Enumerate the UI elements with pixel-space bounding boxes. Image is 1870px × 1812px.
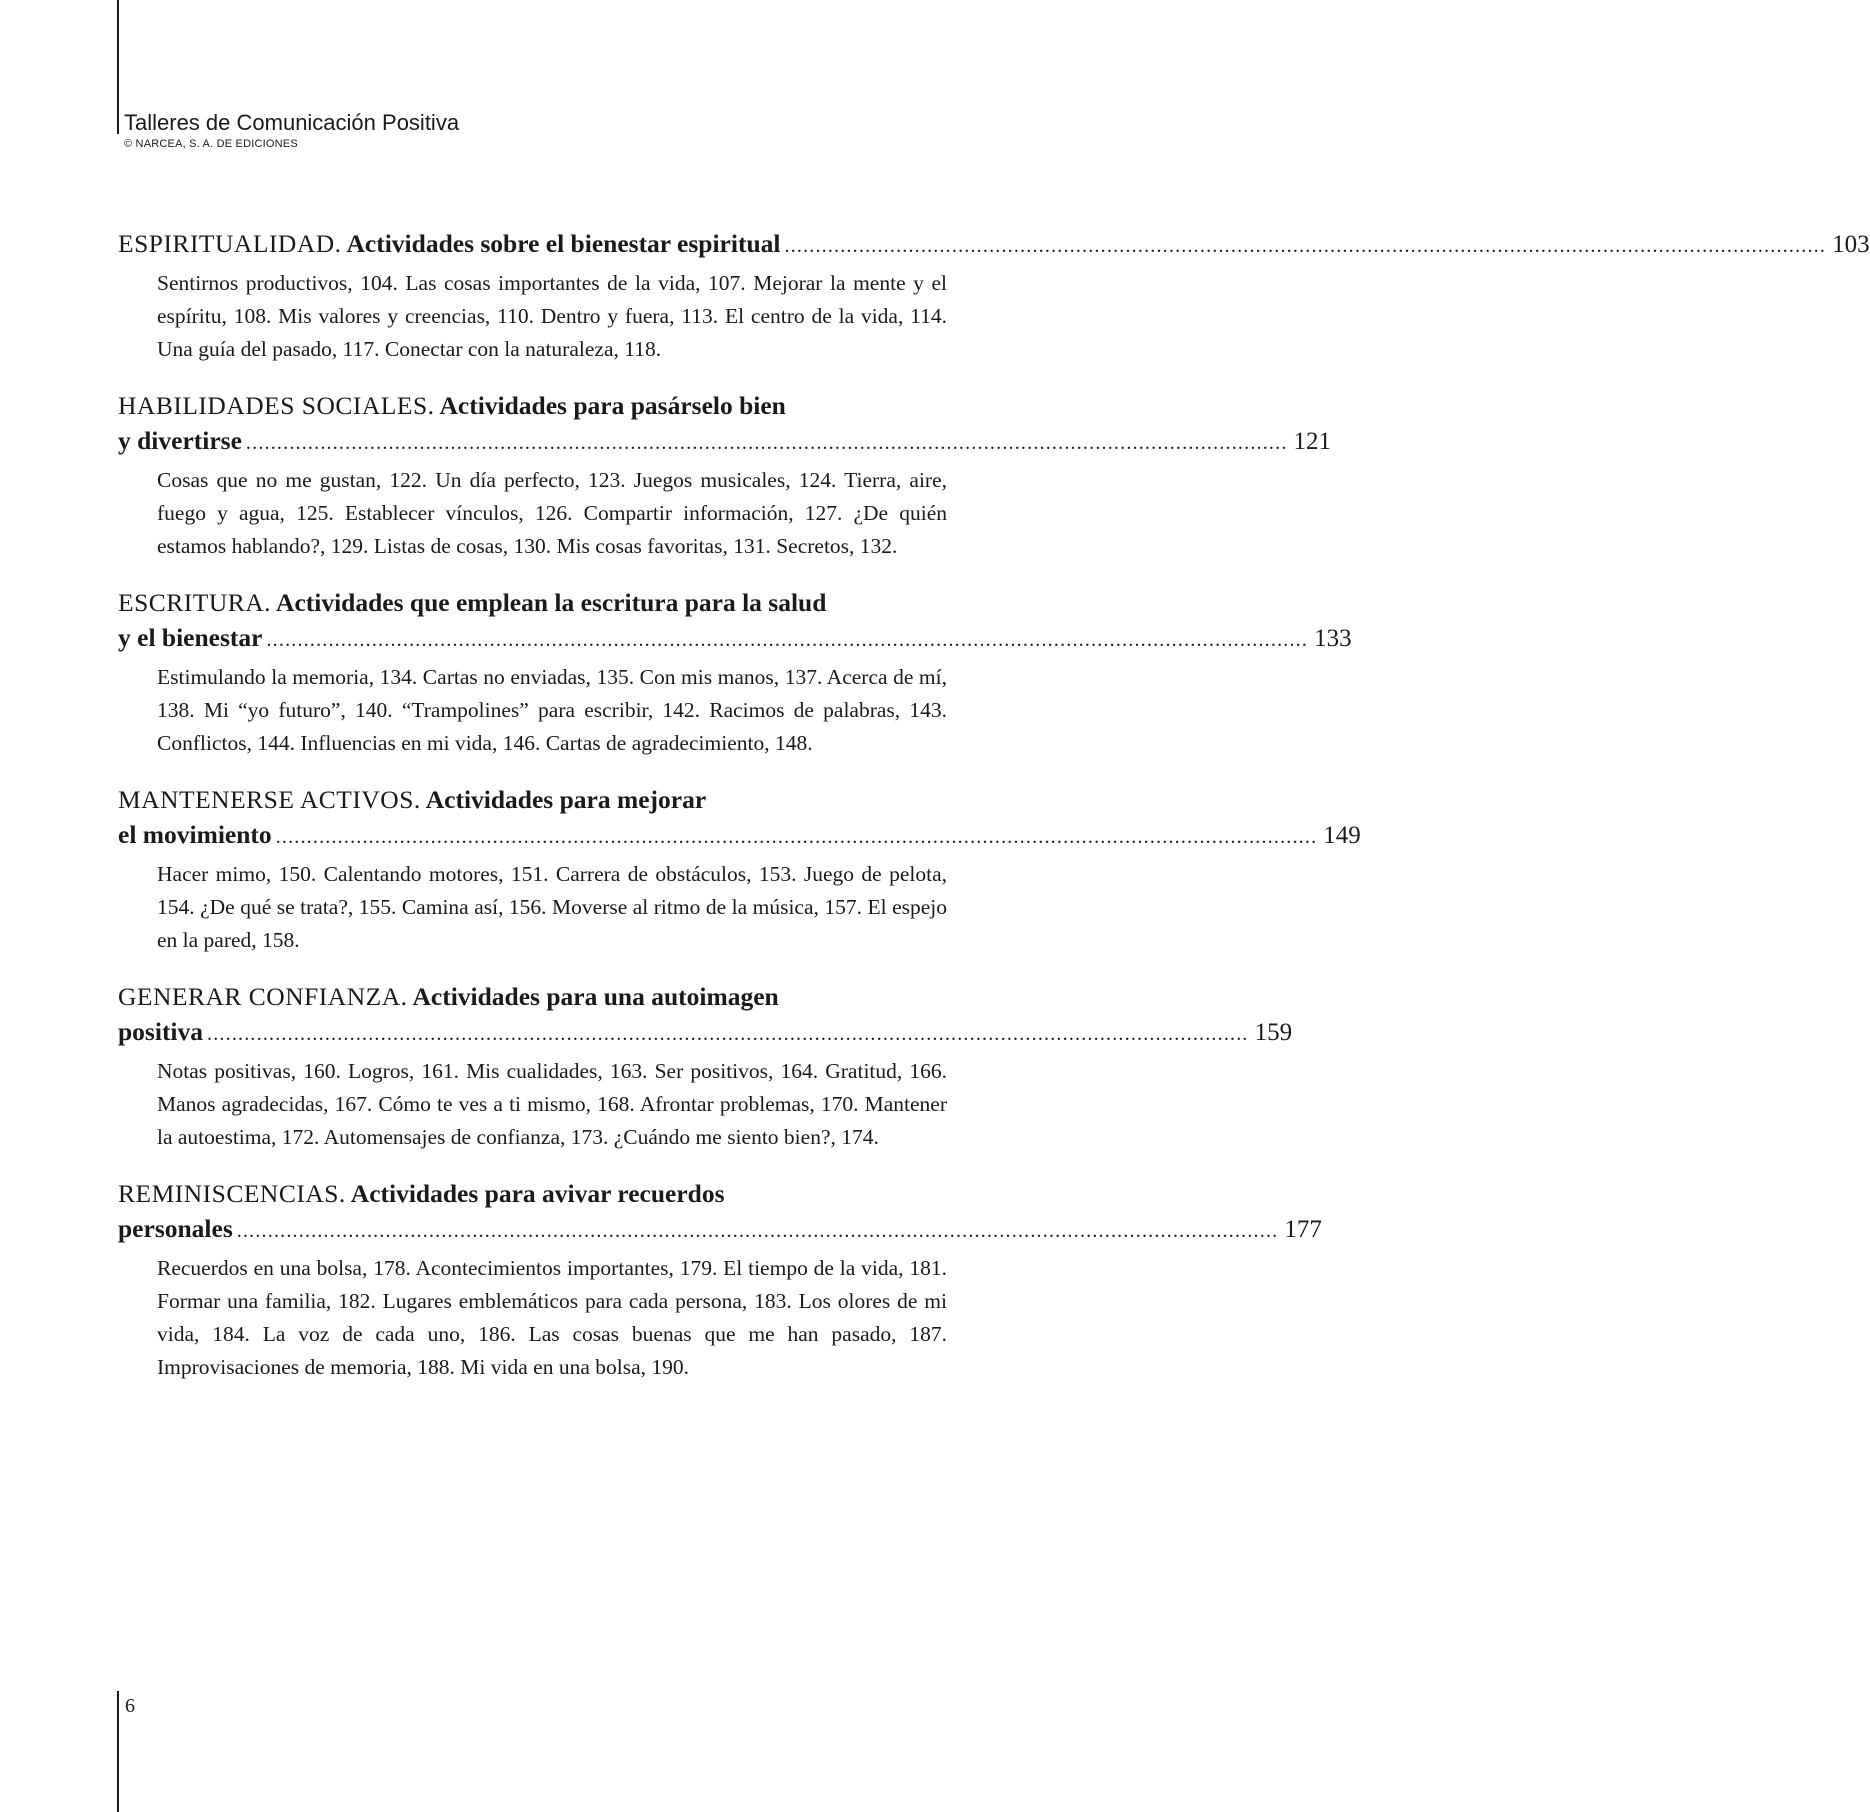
dot-leader: ........................................................................................................................................................................: [236, 1220, 1279, 1242]
toc-page-number: 149: [1323, 822, 1361, 849]
toc-title-line: [118, 423, 1332, 461]
toc-title-first-line: [118, 1176, 1022, 1211]
top-margin-rule: [117, 0, 119, 134]
toc-entry-heading: [118, 388, 1332, 461]
dot-leader: ........................................................................................................................................................................: [245, 432, 1288, 454]
toc-entry-heading: [118, 226, 1870, 264]
toc-title-continued: Actividades que emplean la escritura para la salud: [276, 588, 827, 617]
toc-title: [118, 226, 780, 261]
dot-leader: ........................................................................................................................................................................: [784, 235, 1827, 257]
toc-entry: [118, 388, 1332, 563]
toc-entry: [118, 782, 1361, 957]
toc-title-first-line: [118, 585, 1022, 620]
toc-page-number: 121: [1293, 428, 1332, 455]
toc-title-last: y divertirse: [118, 426, 242, 455]
toc-title-last: el movimiento: [118, 820, 272, 849]
toc-section-name: ESCRITURA.: [118, 588, 272, 617]
toc-entry: [118, 979, 1293, 1154]
toc-title-line: [118, 620, 1352, 658]
toc-description: Cosas que no me gustan, 122. Un día perfecto, 123. Juegos musicales, 124. Tierra, aire, fuego y agua, 125. Establecer vínculos, 126. Compartir información, 127. ¿De quién estamos hablando?, 129. Listas de cosas, 130. Mis cosas favoritas, 131. Secretos, 132.: [157, 468, 947, 558]
toc-entry-heading: [118, 979, 1293, 1052]
toc-section-name: GENERAR CONFIANZA.: [118, 982, 408, 1011]
dot-leader: ........................................................................................................................................................................: [266, 629, 1309, 651]
toc-title-last: positiva: [118, 1017, 204, 1046]
dot-leader: ........................................................................................................................................................................: [275, 826, 1318, 848]
toc-title-continued: Actividades para mejorar: [425, 785, 707, 814]
toc-title-last: Actividades sobre el bienestar espiritual: [346, 229, 781, 258]
toc-description: Notas positivas, 160. Logros, 161. Mis cualidades, 163. Ser positivos, 164. Gratitud, 166. Manos agradecidas, 167. Cómo te ves a ti mismo, 168. Afrontar problemas, 170. Mantener la autoestima, 172. Automensajes de confianza, 173. ¿Cuándo me siento bien?, 174.: [157, 1059, 947, 1149]
toc-section-name: ESPIRITUALIDAD.: [118, 229, 342, 258]
toc-description: Estimulando la memoria, 134. Cartas no enviadas, 135. Con mis manos, 137. Acerca de mí, 138. Mi “yo futuro”, 140. “Trampolines” para escribir, 142. Racimos de palabras, 143. Conflictos, 144. Influencias en mi vida, 146. Cartas de agradecimiento, 148.: [157, 665, 947, 755]
toc-title-last: personales: [118, 1214, 233, 1243]
toc-description: Hacer mimo, 150. Calentando motores, 151. Carrera de obstáculos, 153. Juego de pelota, 154. ¿De qué se trata?, 155. Camina así, 156. Moverse al ritmo de la música, 157. El espejo en la pared, 158.: [157, 862, 947, 952]
toc-description: Sentirnos productivos, 104. Las cosas importantes de la vida, 107. Mejorar la mente y el espíritu, 108. Mis valores y creencias, 110. Dentro y fuera, 113. El centro de la vida, 114. Una guía del pasado, 117. Conectar con la naturaleza, 118.: [157, 271, 947, 361]
toc-title-first-line: [118, 782, 1022, 817]
toc-section-name: HABILIDADES SOCIALES.: [118, 391, 435, 420]
toc-entry: [118, 1176, 1322, 1384]
toc-title-line: [118, 1014, 1293, 1052]
toc-title-line: [118, 226, 1870, 264]
bottom-margin-rule: [117, 1691, 119, 1812]
toc-entry-heading: [118, 585, 1352, 658]
toc-description: Recuerdos en una bolsa, 178. Acontecimientos importantes, 179. El tiempo de la vida, 181. Formar una familia, 182. Lugares emblemáticos para cada persona, 183. Los olores de mi vida, 184. La voz de cada uno, 186. Las cosas buenas que me han pasado, 187. Improvisaciones de memoria, 188. Mi vida en una bolsa, 190.: [157, 1256, 947, 1379]
toc-title-continued: Actividades para pasárselo bien: [439, 391, 786, 420]
toc-entry-heading: [118, 782, 1361, 855]
toc-page-number: 159: [1254, 1019, 1293, 1046]
toc-title-continued: Actividades para avivar recuerdos: [350, 1179, 725, 1208]
toc-entry-heading: [118, 1176, 1322, 1249]
toc-title-line: [118, 1211, 1322, 1249]
toc-title-continued: Actividades para una autoimagen: [412, 982, 779, 1011]
toc-title-first-line: [118, 388, 1022, 423]
table-of-contents: [118, 226, 1870, 1406]
toc-title-first-line: [118, 979, 1022, 1014]
toc-page-number: 133: [1314, 625, 1352, 652]
toc-section-name: REMINISCENCIAS.: [118, 1179, 346, 1208]
toc-section-name: MANTENERSE ACTIVOS.: [118, 785, 421, 814]
running-head: Talleres de Comunicación Positiva: [124, 110, 460, 135]
toc-page-number: 103: [1832, 231, 1870, 258]
toc-title-last: y el bienestar: [118, 623, 263, 652]
toc-entry: [118, 226, 1870, 366]
toc-title-line: [118, 817, 1361, 855]
toc-entry: [118, 585, 1352, 760]
copyright-notice: © NARCEA, S. A. DE EDICIONES: [124, 138, 298, 150]
dot-leader: ........................................................................................................................................................................: [207, 1023, 1249, 1045]
page-number: 6: [125, 1695, 135, 1717]
toc-page-number: 177: [1284, 1216, 1322, 1243]
